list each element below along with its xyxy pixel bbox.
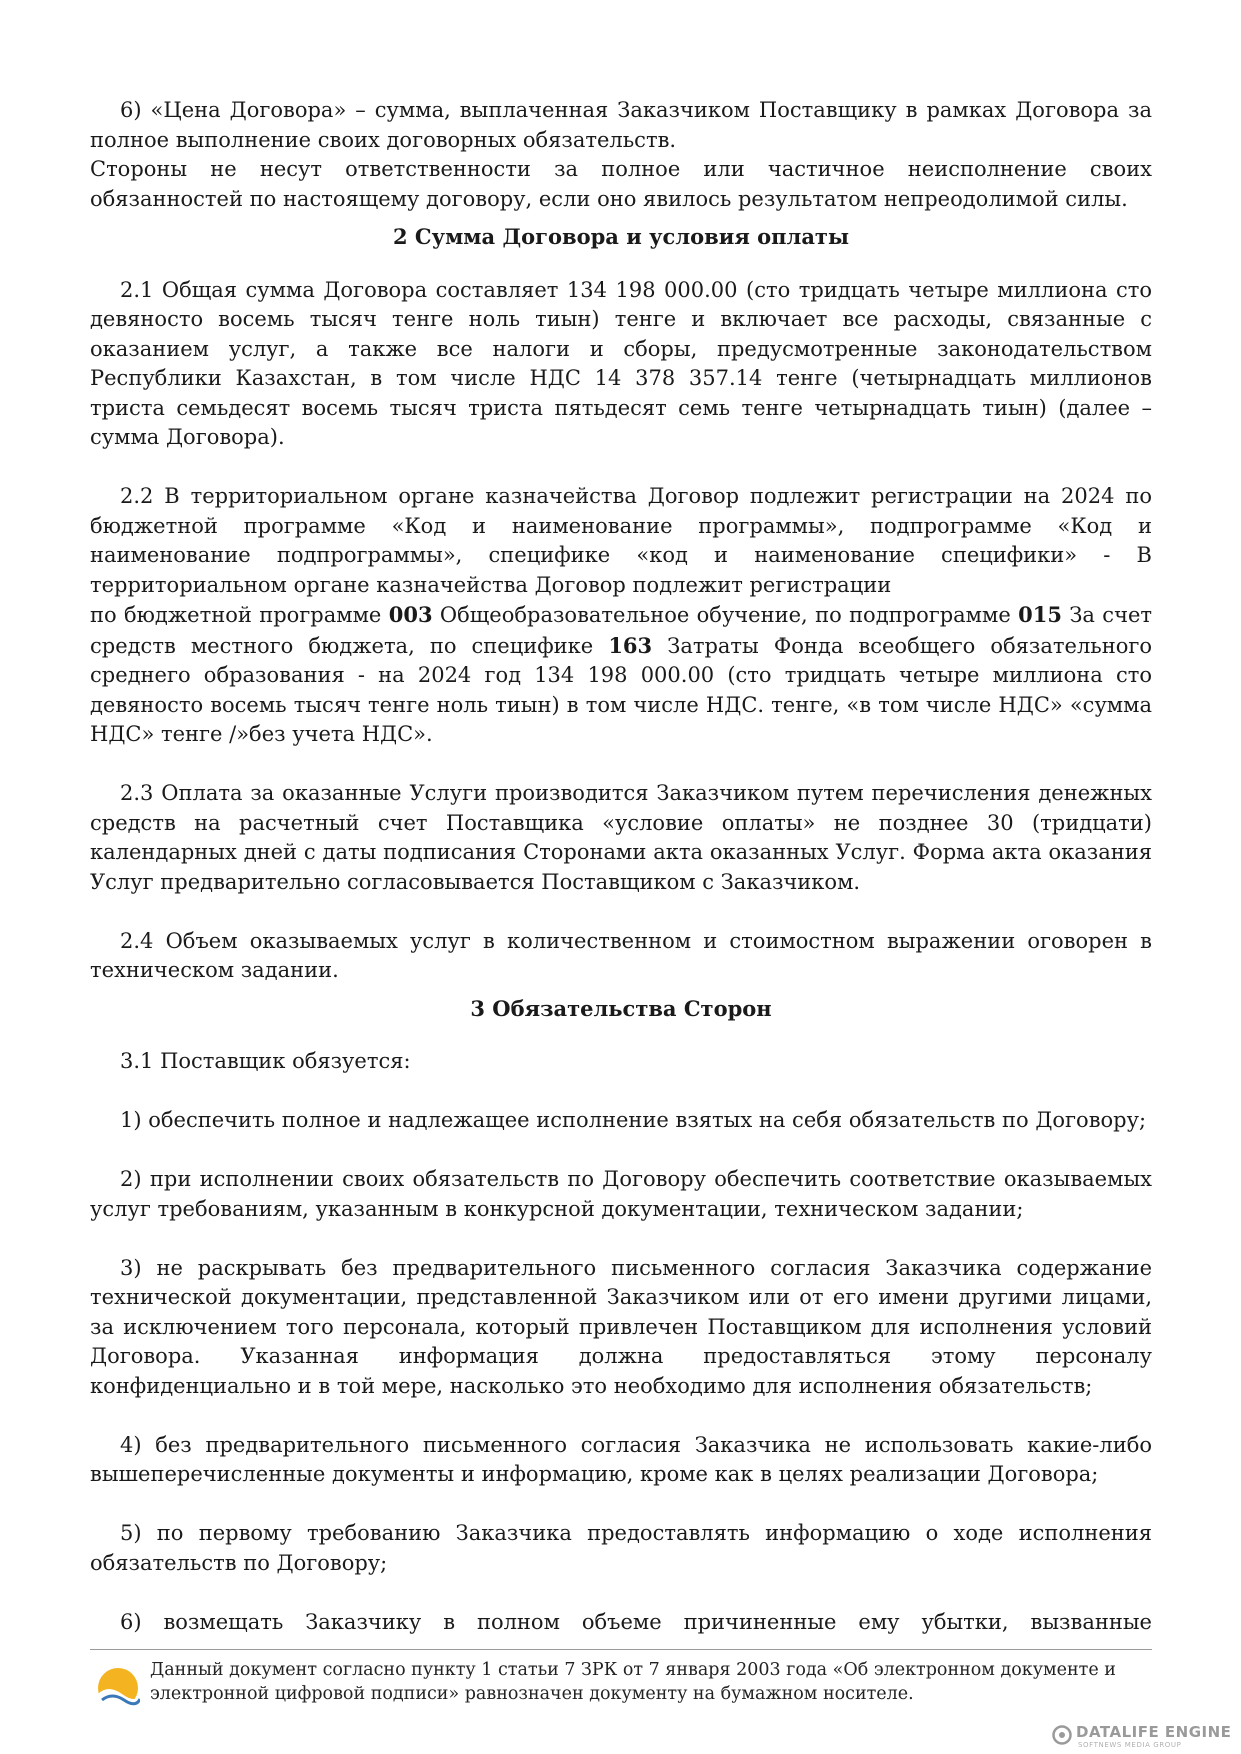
clause-3-1-item-2: 2) при исполнении своих обязательств по Договору обеспечить соответствие оказываемых услуг требованиям, указанным в конкурсной документации, техническом задании; [90,1167,1152,1221]
datalife-watermark [1052,1723,1232,1751]
budget-text-4: Затраты Фонда всеобщего обязательного среднего образования - на 2024 год 134 198 000.00 (сто тридцать четыре миллиона сто девяносто восемь тысяч тенге ноль тиын) в том числе НДС. тенге, «в том числе НДС» «сумма НДС» тенге /»без учета НДС». [90,633,1153,746]
section-2-heading: 2 Сумма Договора и условия оплаты [392,224,849,249]
clause-2-2-budget [90,600,1152,750]
clause-2-3: 2.3 Оплата за оказанные Услуги производится Заказчиком путем перечисления денежных средств на расчетный счет Поставщика «условие оплаты» не позднее 30 (тридцати) календарных дней с даты подписания Сторонами акта оказанных Услуг. Форма акта оказания Услуг предварительно согласовывается Поставщиком с Заказчиком. [90,781,1152,894]
clause-2-4: 2.4 Объем оказываемых услуг в количественном и стоимостном выражении оговорен в техническом задании. [90,928,1152,982]
force-majeure-paragraph: Стороны не несут ответственности за полное или частичное неисполнение своих обязанностей по настоящему договору, если оно явилось результатом непреодолимой силы. [90,157,1152,211]
clause-3-1-item-6: 6) возмещать Заказчику в полном объеме причиненные ему убытки, вызванные [120,1609,1152,1634]
footer-legal-note: Данный документ согласно пункту 1 статьи 7 ЗРК от 7 января 2003 года «Об электронном документе и электронной цифровой подписи» равнозначен документу на бумажном носителе. [150,1660,1116,1704]
clause-3-1-item-3: 3) не раскрывать без предварительного письменного согласия Заказчика содержание технической документации, представленной Заказчиком или от его имени другими лицами, за исключением того персонала, который привлечен Поставщиком для исполнения условий Договора. Указанная информация должна предоставляться этому персоналу конфиденциально и в той мере, насколько это необходимо для исполнения обязательств; [90,1255,1152,1398]
budget-program-code: 003 [388,602,433,627]
clause-3-1-item-5: 5) по первому требованию Заказчика предоставлять информацию о ходе исполнения обязательств по Договору; [90,1521,1152,1575]
datalife-brand-name: DATALIFE ENGINE [1076,1723,1232,1741]
budget-subprogram-code: 015 [1018,602,1062,627]
budget-specific-code: 163 [608,632,653,658]
clause-1-6-price: 6) «Цена Договора» – сумма, выплаченная Заказчиком Поставщику в рамках Договора за полное выполнение своих договорных обязательств. [90,98,1152,152]
clause-2-1: 2.1 Общая сумма Договора составляет 134 198 000.00 (сто тридцать четыре миллиона сто девяносто восемь тысяч тенге ноль тиын) тенге и включает все расходы, связанные с оказанием услуг, а также все налоги и сборы, предусмотренные законодательством Республики Казахстан, в том числе НДС 14 378 357.14 тенге (четырнадцать миллионов триста семьдесят восемь тысяч триста пятьдесят семь тенге четырнадцать тиын) (далее – сумма Договора). [90,277,1152,449]
budget-text-1: по бюджетной программе [90,603,389,627]
clause-3-1-item-1: 1) обеспечить полное и надлежащее исполнение взятых на себя обязательств по Договору; [120,1108,1147,1132]
datalife-logo-icon [1052,1725,1072,1745]
section-3-heading: 3 Обязательства Сторон [470,995,772,1021]
clause-2-2-intro: 2.2 В территориальном органе казначейства Договор подлежит регистрации на 2024 по бюджетной программе «Код и наименование программы», подпрограмме «Код и наименование подпрограммы», специфике «код и наименование специфики» - В территориальном органе казначейства Договор подлежит регистрации [90,484,1152,597]
page-footer [90,1654,1152,1714]
clause-3-1-item-4: 4) без предварительного письменного согласия Заказчика не использовать какие-либо вышеперечисленные документы и информацию, кроме как в целях реализации Договора; [90,1432,1152,1486]
footer-divider [90,1649,1152,1650]
datalife-brand-sub: SOFTNEWS MEDIA GROUP [1078,1741,1182,1749]
document-page [90,96,1152,1637]
budget-text-3: За счет средств местного бюджета, по специфике [90,603,1152,658]
budget-text-2: Общеобразовательное обучение, по подпрограмме [432,603,1019,627]
clause-3-1: 3.1 Поставщик обязуется: [120,1049,411,1073]
egov-sun-logo-icon [94,1664,140,1710]
